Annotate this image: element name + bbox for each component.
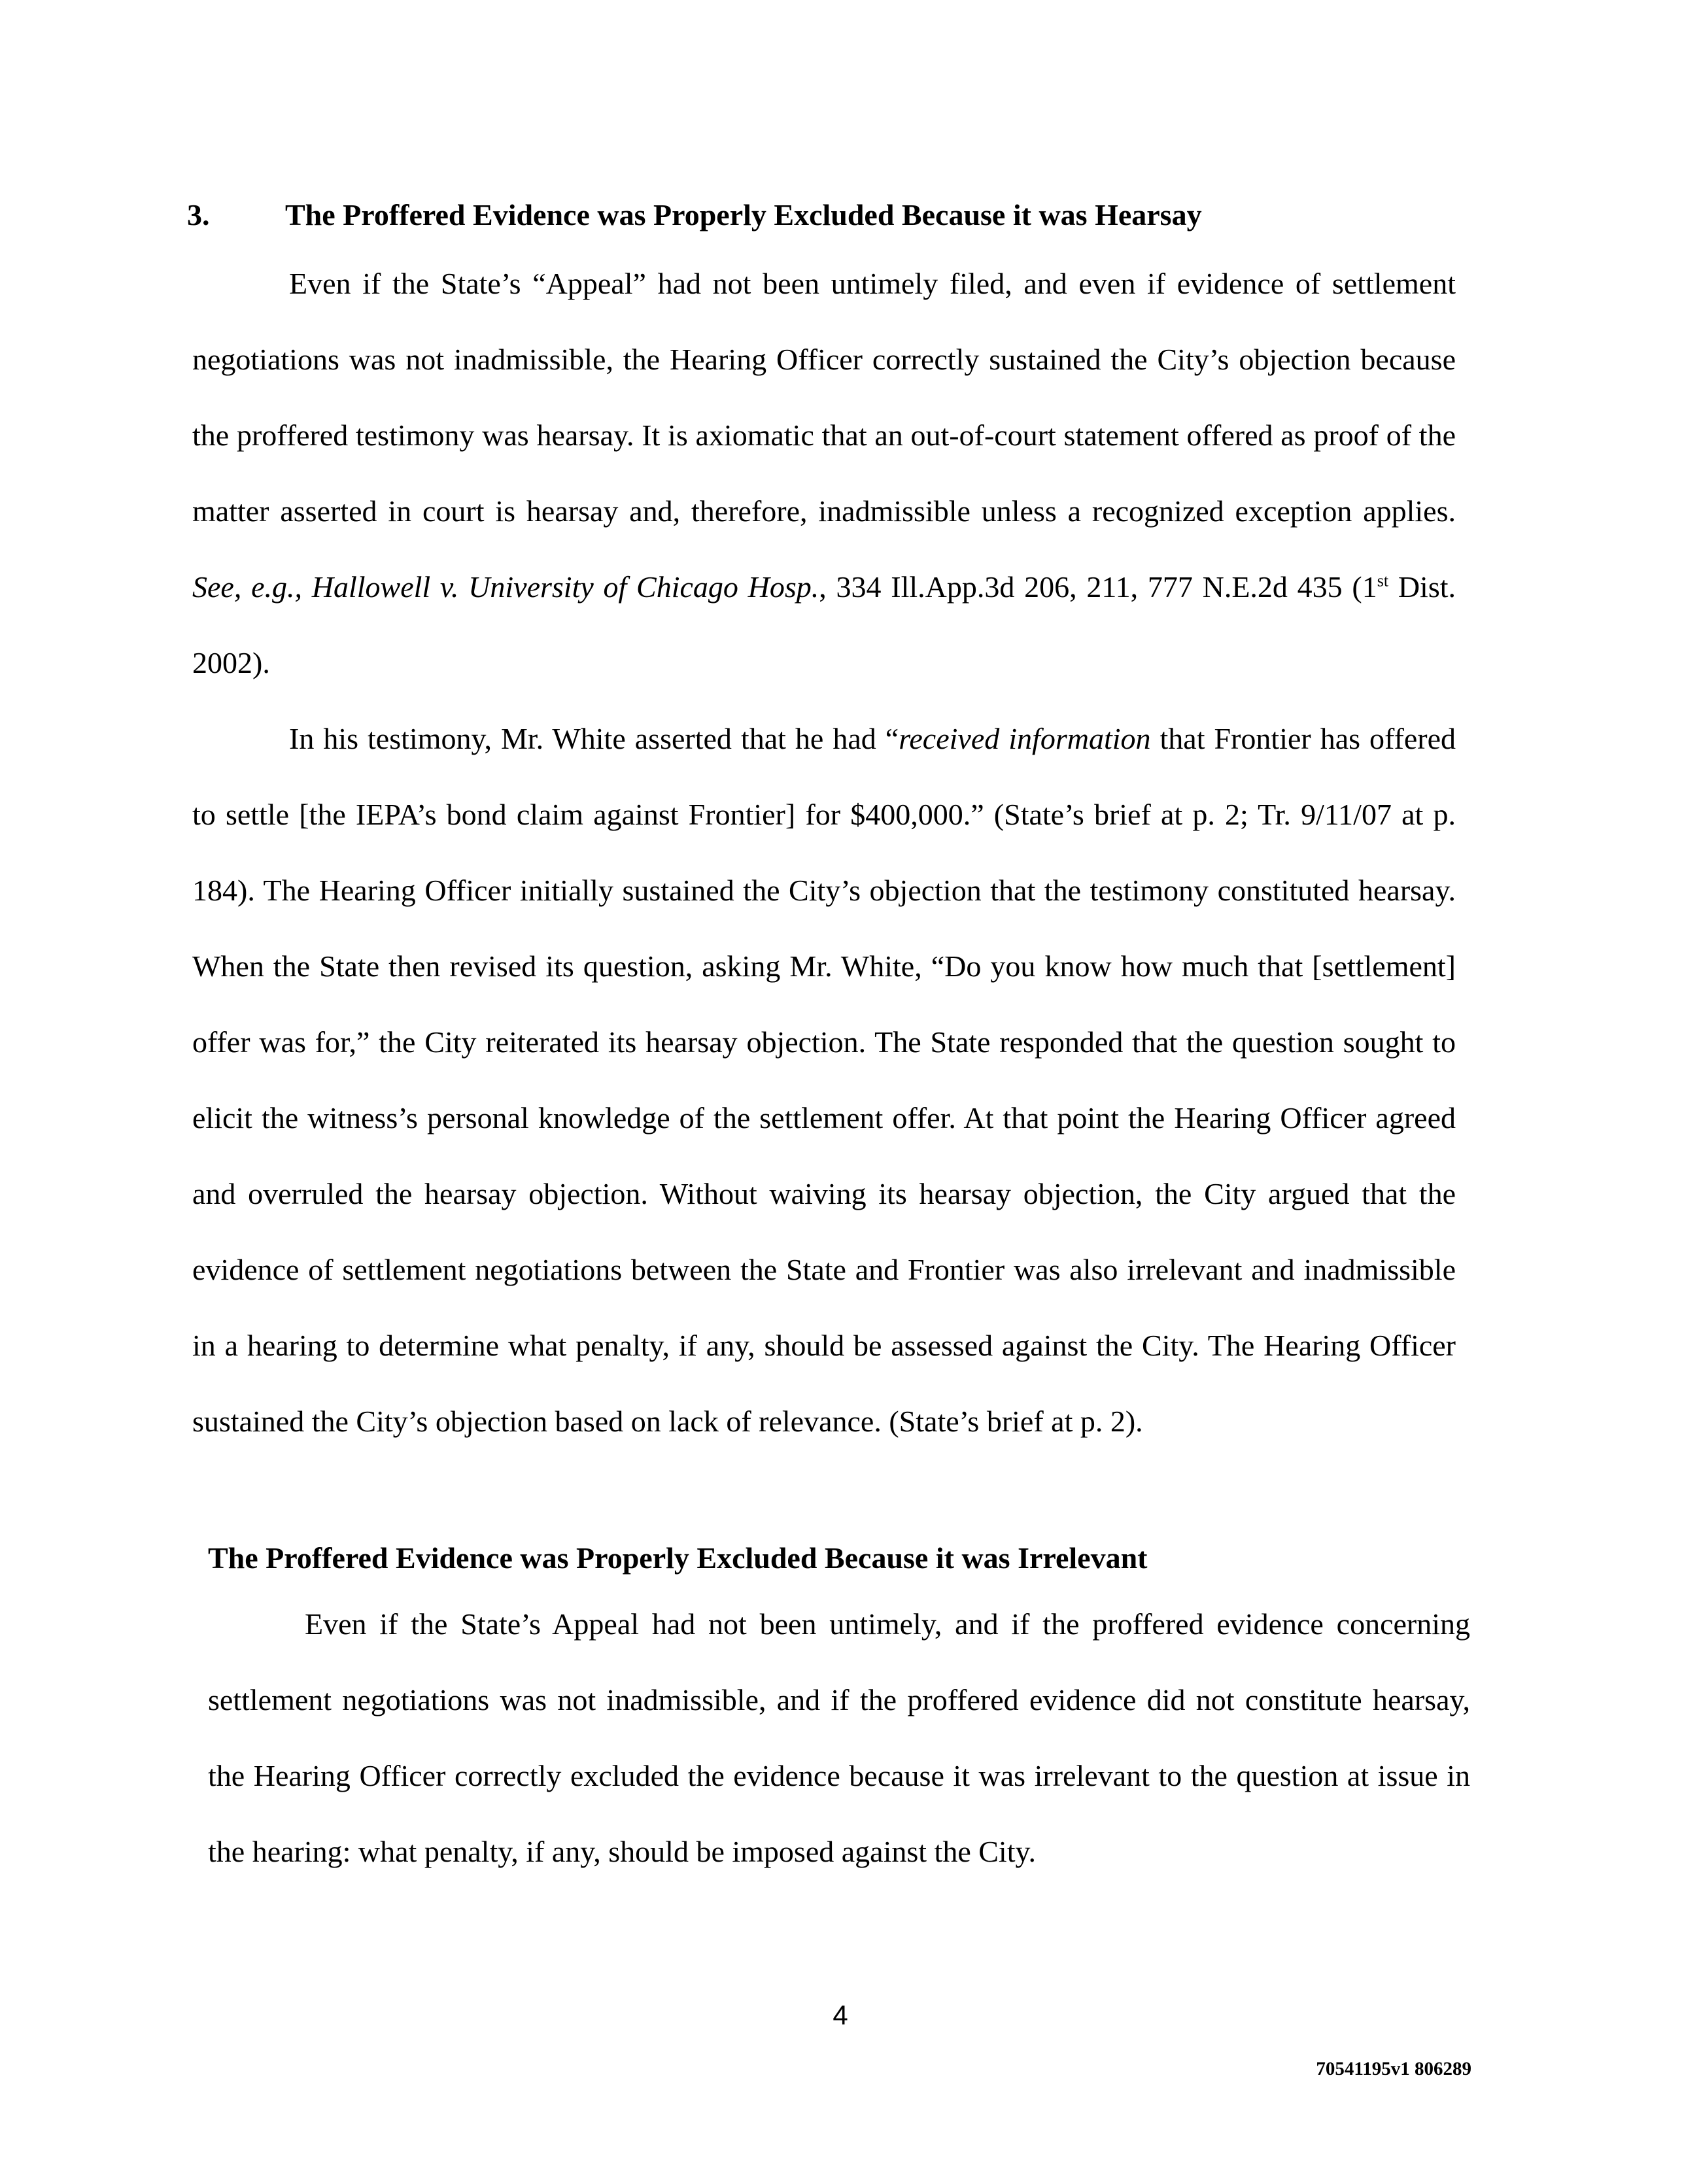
paragraph-irrelevant xyxy=(208,1586,1470,1890)
ordinal-superscript: st xyxy=(1377,571,1389,590)
paragraph-hearsay-text-b: , 334 Ill.App.3d 206, 211, 777 N.E.2d 435 (1 xyxy=(819,570,1377,604)
paragraph-hearsay-text-c: Dist. 2002). xyxy=(192,570,1456,679)
paragraph-testimony-text-b: that Frontier has offered to settle [the IEPA’s bond claim against Frontier] for $400,000.” (State’s brief at p. 2; Tr. 9/11/07 at p. 184). The Hearing Officer initially sustained the City’s objection that the testimony constituted hearsay. When the State then revised its question, asking Mr. White, “Do you know how much that [settlement] offer was for,” the City reiterated its hearsay objection. The State responded that the question sought to elicit the witness’s personal knowledge of the settlement offer. At that point the Hearing Officer agreed and overruled the hearsay objection. Without waiving its hearsay objection, the City argued that the evidence of settlement negotiations between the State and Frontier was also irrelevant and inadmissible in a hearing to determine what penalty, if any, should be assessed against the City. The Hearing Officer sustained the City’s objection based on lack of relevance. (State’s brief at p. 2). xyxy=(192,722,1456,1438)
section-irrelevant-title: The Proffered Evidence was Properly Excluded Because it was Irrelevant xyxy=(208,1541,1148,1575)
section-3-heading xyxy=(187,200,1202,230)
emphasized-phrase: received information xyxy=(899,722,1151,755)
paragraph-hearsay xyxy=(192,246,1456,701)
paragraph-testimony xyxy=(192,701,1456,1459)
document-id: 70541195v1 806289 xyxy=(1316,2058,1471,2079)
paragraph-testimony-text-a: In his testimony, Mr. White asserted that he had “ xyxy=(289,722,899,755)
page-number: 4 xyxy=(833,2000,848,2030)
paragraph-irrelevant-text: Even if the State’s Appeal had not been untimely, and if the proffered evidence concerning settlement negotiations was not inadmissible, and if the proffered evidence did not constitute hearsay, the Hearing Officer correctly excluded the evidence because it was irrelevant to the question at issue in the hearing: what penalty, if any, should be imposed against the City. xyxy=(208,1607,1470,1868)
citation-case-name: See, e.g., Hallowell v. University of Chicago Hosp. xyxy=(192,570,819,604)
paragraph-hearsay-text-a: Even if the State’s “Appeal” had not been untimely filed, and even if evidence of settlement negotiations was not inadmissible, the Hearing Officer correctly sustained the City’s objection because the proffered testimony was hearsay. It is axiomatic that an out-of-court statement offered as proof of the matter asserted in court is hearsay and, therefore, inadmissible unless a recognized exception applies. xyxy=(192,267,1456,528)
section-3-title: The Proffered Evidence was Properly Excluded Because it was Hearsay xyxy=(285,198,1202,231)
section-irrelevant-heading xyxy=(208,1543,1148,1573)
section-number: 3. xyxy=(187,198,210,231)
